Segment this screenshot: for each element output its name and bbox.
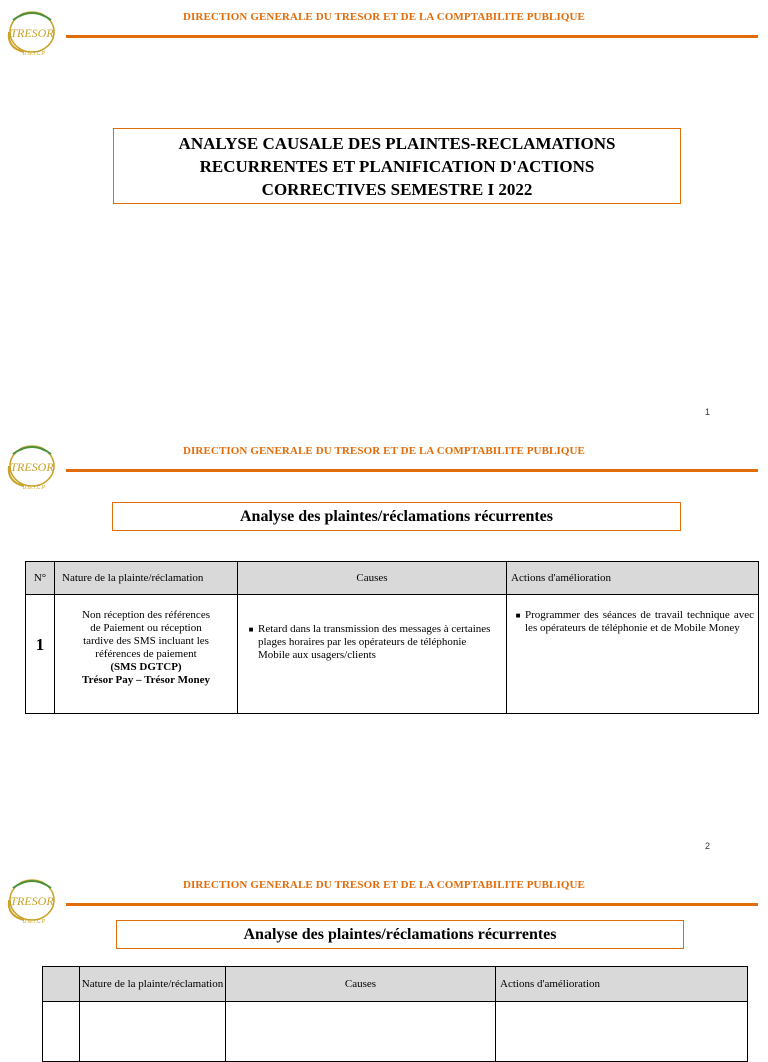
col-header-nature: Nature de la plainte/réclamation [80, 967, 226, 1002]
slide-2 [0, 434, 768, 868]
header-divider [66, 469, 758, 472]
col-header-causes: Causes [226, 967, 496, 1002]
cause-text: Retard dans la transmission des messages à certaines plages horaires par les opérateurs de téléphonie Mobile aux usagers/clients [258, 623, 491, 661]
nature-text: références de paiement [95, 648, 197, 660]
title-line: CORRECTIVES SEMESTRE I 2022 [261, 179, 533, 199]
causes-cell [238, 595, 507, 714]
col-header-nature: Nature de la plainte/réclamation [55, 562, 238, 595]
svg-text:TRESOR: TRESOR [10, 894, 54, 908]
complaints-table [42, 966, 748, 1062]
title-line: RECURRENTES ET PLANIFICATION D'ACTIONS [199, 156, 595, 176]
row-number [43, 1002, 80, 1062]
slide-3 [0, 868, 768, 1024]
col-header-number: N° [26, 562, 55, 595]
page-number: 1 [705, 407, 711, 417]
bullet-icon: ■ [248, 625, 254, 634]
action-text: Programmer des séances de travail technique avec les opérateurs de téléphonie et de Mobile Money [525, 609, 754, 634]
complaints-table [25, 561, 759, 714]
nature-text: (SMS DGTCP) [110, 661, 182, 673]
actions-cell [507, 595, 759, 714]
col-header-actions: Actions d'amélioration [496, 967, 748, 1002]
org-title: DIRECTION GENERALE DU TRESOR ET DE LA COMPTABILITE PUBLIQUE [183, 445, 585, 457]
nature-text: tardive des SMS incluant les [83, 635, 209, 647]
causes-cell [226, 1002, 496, 1062]
table-header-row [43, 967, 748, 1002]
section-title: Analyse des plaintes/réclamations récurrentes [112, 502, 681, 531]
actions-cell [496, 1002, 748, 1062]
org-title: DIRECTION GENERALE DU TRESOR ET DE LA COMPTABILITE PUBLIQUE [183, 879, 585, 891]
header-divider [66, 903, 758, 906]
slide-1 [0, 0, 768, 434]
title-box [113, 128, 681, 204]
col-header-number [43, 967, 80, 1002]
svg-text:D.G.T.C.P: D.G.T.C.P [22, 51, 46, 57]
table-row [26, 595, 759, 714]
svg-text:D.G.T.C.P: D.G.T.C.P [22, 485, 46, 491]
header-divider [66, 35, 758, 38]
table-header-row [26, 562, 759, 595]
nature-text: Trésor Pay – Trésor Money [82, 674, 210, 686]
col-header-actions: Actions d'amélioration [507, 562, 759, 595]
table-row [43, 1002, 748, 1062]
nature-text: Non réception des références [82, 609, 210, 621]
nature-text: de Paiement ou réception [90, 622, 202, 634]
svg-text:TRESOR: TRESOR [10, 26, 54, 40]
bullet-icon: ■ [515, 611, 521, 620]
col-header-causes: Causes [238, 562, 507, 595]
nature-cell [55, 595, 238, 714]
svg-text:TRESOR: TRESOR [10, 460, 54, 474]
nature-cell [80, 1002, 226, 1062]
page-number: 2 [705, 841, 711, 851]
row-number: 1 [26, 595, 55, 714]
section-title: Analyse des plaintes/réclamations récurrentes [116, 920, 684, 949]
svg-text:D.G.T.C.P: D.G.T.C.P [22, 919, 46, 925]
title-line: ANALYSE CAUSALE DES PLAINTES-RECLAMATIONS [178, 133, 616, 153]
org-title: DIRECTION GENERALE DU TRESOR ET DE LA COMPTABILITE PUBLIQUE [183, 11, 585, 23]
